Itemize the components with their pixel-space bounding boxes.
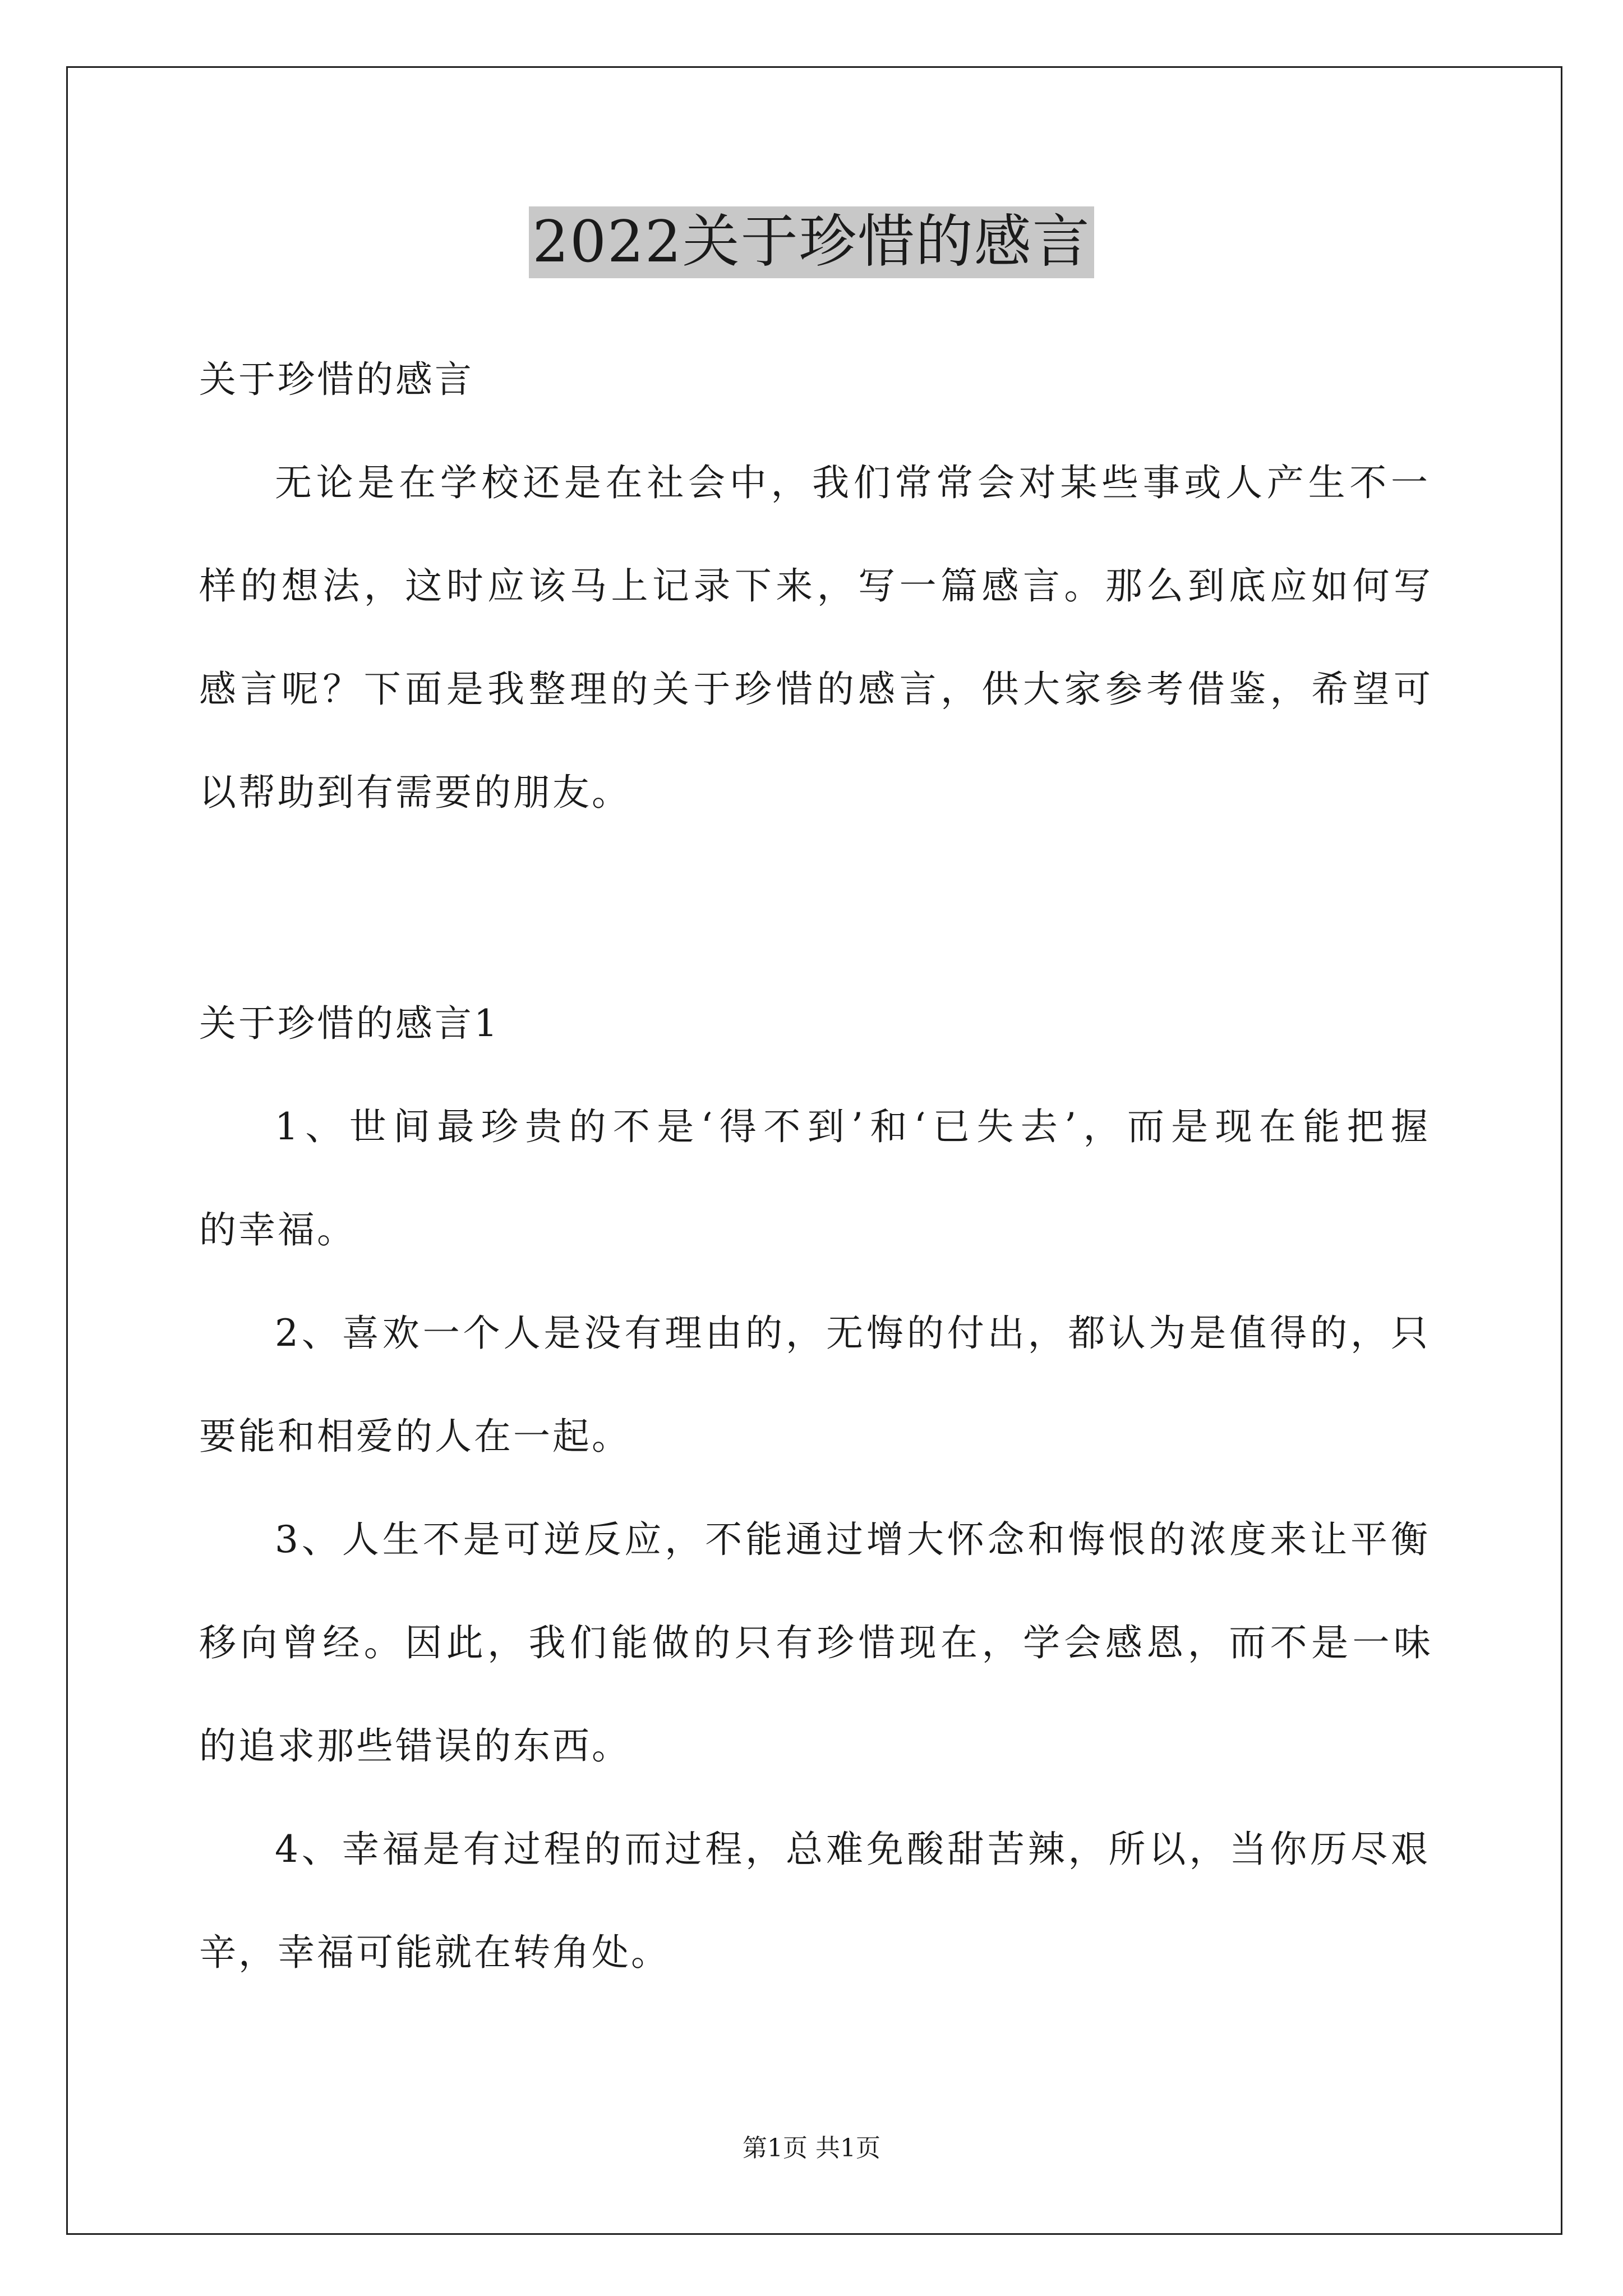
intro-line: 样的想法，这时应该马上记录下来，写一篇感言。那么到底应如何写 xyxy=(199,564,1433,608)
title-container xyxy=(0,206,1623,278)
list-item-line: 3、人生不是可逆反应，不能通过增大怀念和悔恨的浓度来让平衡 xyxy=(275,1518,1430,1561)
intro-line: 感言呢？下面是我整理的关于珍惜的感言，供大家参考借鉴，希望可 xyxy=(199,668,1433,711)
intro-line: 无论是在学校还是在社会中，我们常常会对某些事或人产生不一 xyxy=(275,461,1430,504)
list-item-line: 1、世间最珍贵的不是‘得不到’和‘已失去’，而是现在能把握 xyxy=(275,1105,1430,1148)
page-footer: 第1页 共1页 xyxy=(743,2134,880,2162)
list-item-line: 要能和相爱的人在一起。 xyxy=(199,1415,631,1458)
document-title: 2022关于珍惜的感言 xyxy=(529,206,1094,278)
list-item-line: 的幸福。 xyxy=(199,1208,356,1251)
list-item-line: 2、喜欢一个人是没有理由的，无悔的付出，都认为是值得的，只 xyxy=(275,1312,1430,1355)
list-item-line: 辛，幸福可能就在转角处。 xyxy=(199,1931,670,1974)
section-heading: 关于珍惜的感言1 xyxy=(199,1002,500,1045)
subtitle: 关于珍惜的感言 xyxy=(199,358,474,401)
list-item-line: 的追求那些错误的东西。 xyxy=(199,1724,631,1768)
list-item-line: 4、幸福是有过程的而过程，总难免酸甜苦辣，所以，当你历尽艰 xyxy=(275,1828,1430,1871)
list-item-line: 移向曾经。因此，我们能做的只有珍惜现在，学会感恩，而不是一味 xyxy=(199,1621,1433,1664)
intro-line: 以帮助到有需要的朋友。 xyxy=(199,771,631,814)
